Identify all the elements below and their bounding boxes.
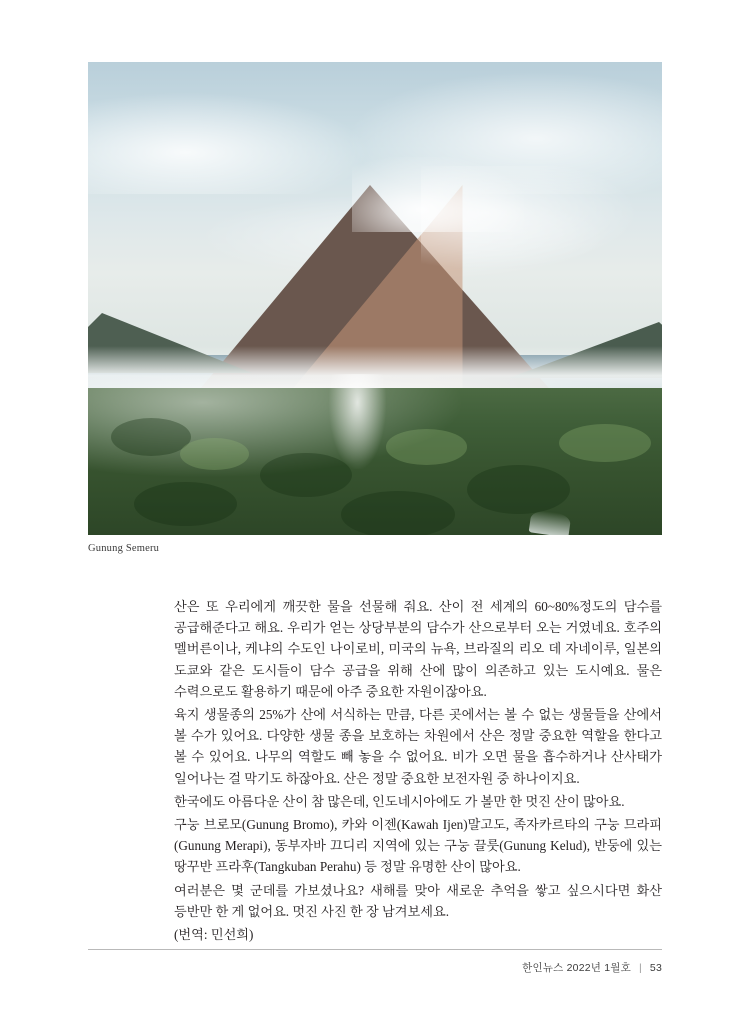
paragraph: 산은 또 우리에게 깨끗한 물을 선물해 줘요. 산이 전 세계의 60~80%정도의 담수를 공급해준다고 해요. 우리가 얻는 상당부분의 담수가 산으로부터 오는 거였네요. 호주의 멜버른이나, 케냐의 수도인 나이로비, 미국의 뉴욕, 브라질의 리오 데 자네이루, 일본의 도쿄와 같은 도시들이 담수 공급을 위해 산에 많이 의존하고 있는 도시예요. 물은 수력으로도 활용하기 때문에 아주 중요한 자원이잖아요. [174,599,662,699]
photo-canopy [386,429,466,464]
paragraph: 구눙 브로모(Gunung Bromo), 카와 이젠(Kawah Ijen)말고도, 족자카르타의 구눙 므라피(Gunung Merapi), 동부자바 끄디리 지역에 있는 구눙 끌룻(Gunung Kelud), 반둥에 있는 땅꾸반 프라후(Tangkuban Perahu) 등 정말 유명한 산이 많아요. [174,817,662,875]
photo-canopy [134,482,237,526]
paragraph: 한국에도 아름다운 산이 참 많은데, 인도네시아에도 가 볼만 한 멋진 산이 많아요. [174,793,625,809]
photo-canopy [467,465,570,515]
article-body [174,596,662,947]
page-footer [522,960,662,975]
paragraph: 육지 생물종의 25%가 산에 서식하는 만큼, 다른 곳에서는 볼 수 없는 생물들을 산에서 볼 수가 있어요. 다양한 생물 종을 보호하는 차원에서 산은 정말 중요한 역할을 한다고 볼 수 있어요. 나무의 역할도 빼 놓을 수 없어요. 비가 오면 물을 흡수하거나 산사태가 일어나는 걸 막기도 하잖아요. 산은 정말 중요한 보전자원 중 하나이지요. [174,707,662,786]
paragraph: 여러분은 몇 군데를 가보셨나요? 새해를 맞아 새로운 추억을 쌓고 싶으시다면 화산 등반만 한 게 없어요. 멋진 사진 한 장 남겨보세요. [174,882,662,919]
footer-source: 한인뉴스 2022년 1월호 [522,962,631,974]
page-number: 53 [649,962,662,974]
volcano-photo [88,62,662,535]
photo-canopy [559,424,651,462]
footer-divider [88,949,662,950]
figure-caption: Gunung Semeru [88,543,160,554]
photo-cloud [88,90,375,194]
photo-smoke-drift [421,166,639,270]
photo-canopy [341,491,456,535]
photo-canopy [111,418,191,456]
photo-canopy [180,438,249,470]
figure-block [88,62,662,535]
footer-separator: | [638,962,642,974]
photo-river [529,509,572,535]
translator-credit: (번역: 민선희) [174,927,254,943]
photo-mist-column [329,374,386,469]
